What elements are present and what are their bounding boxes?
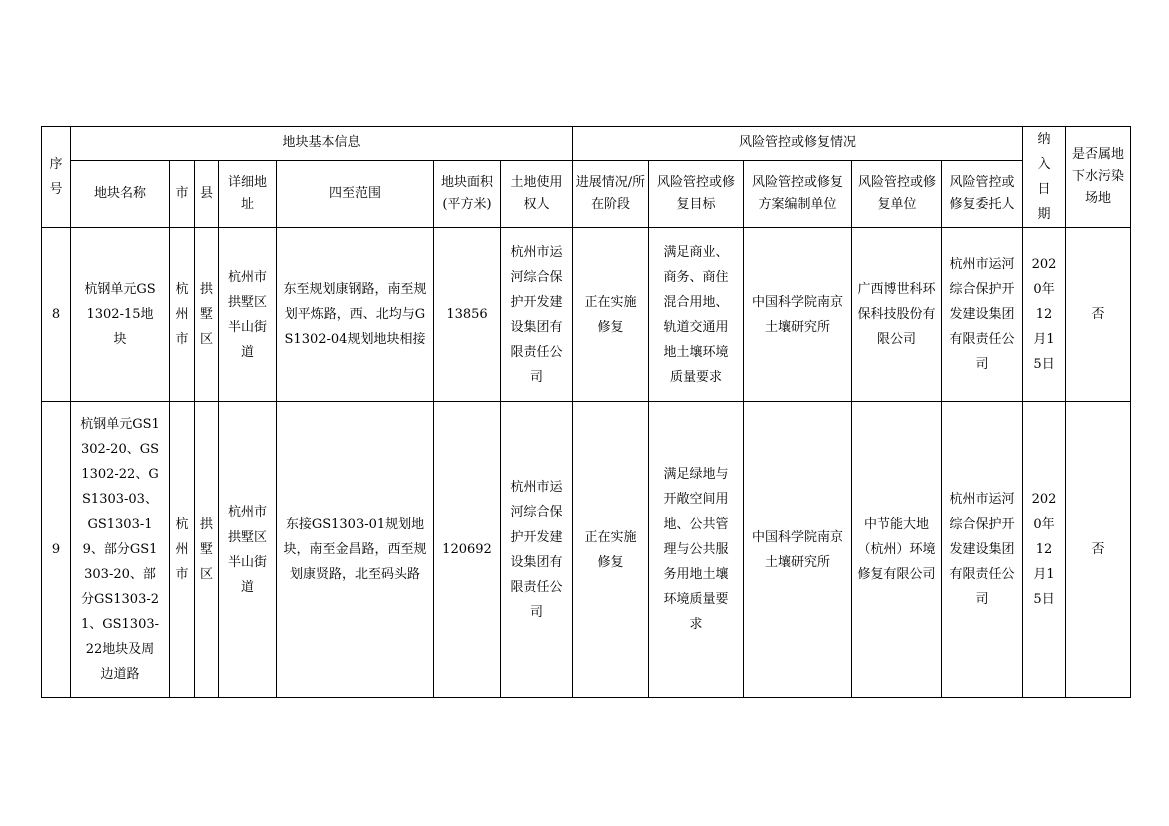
row-city: 杭州市 <box>170 228 195 402</box>
row-include-date: 2020年12月15日 <box>1023 228 1066 402</box>
row-target: 满足绿地与开敞空间用地、公共管理与公共服务用地土壤环境质量要求 <box>649 402 744 698</box>
header-seq: 序号 <box>42 127 71 228</box>
header-city: 市 <box>170 160 195 227</box>
table-row <box>42 402 1131 698</box>
row-owner: 杭州市运河综合保护开发建设集团有限责任公司 <box>501 228 573 402</box>
row-include-date: 2020年12月15日 <box>1023 402 1066 698</box>
row-planner: 中国科学院南京土壤研究所 <box>744 228 852 402</box>
row-seq: 9 <box>42 402 71 698</box>
row-client: 杭州市运河综合保护开发建设集团有限责任公司 <box>942 402 1023 698</box>
header-county: 县 <box>195 160 219 227</box>
header-row-group <box>42 127 1131 161</box>
header-client: 风险管控或修复委托人 <box>942 160 1023 227</box>
header-target: 风险管控或修复目标 <box>649 160 744 227</box>
row-address: 杭州市拱墅区半山街道 <box>219 402 277 698</box>
row-planner: 中国科学院南京土壤研究所 <box>744 402 852 698</box>
row-executor: 中节能大地（杭州）环境修复有限公司 <box>852 402 942 698</box>
row-progress: 正在实施修复 <box>573 402 649 698</box>
header-site-name: 地块名称 <box>71 160 170 227</box>
row-boundary: 东接GS1303-01规划地块，南至金昌路，西至规划康贤路，北至码头路 <box>277 402 434 698</box>
row-city: 杭州市 <box>170 402 195 698</box>
row-groundwater: 否 <box>1066 228 1131 402</box>
row-county: 拱墅区 <box>195 228 219 402</box>
row-boundary: 东至规划康钢路，南至规划平炼路，西、北均与GS1302-04规划地块相接 <box>277 228 434 402</box>
row-client: 杭州市运河综合保护开发建设集团有限责任公司 <box>942 228 1023 402</box>
table-row <box>42 228 1131 402</box>
row-site-name: 杭钢单元GS1302-15地块 <box>71 228 170 402</box>
header-group-basic-info: 地块基本信息 <box>71 127 573 161</box>
header-progress: 进展情况/所在阶段 <box>573 160 649 227</box>
header-boundary: 四至范围 <box>277 160 434 227</box>
header-executor: 风险管控或修复单位 <box>852 160 942 227</box>
row-area: 120692 <box>434 402 501 698</box>
header-groundwater: 是否属地下水污染场地 <box>1066 127 1131 228</box>
row-owner: 杭州市运河综合保护开发建设集团有限责任公司 <box>501 402 573 698</box>
header-row-columns <box>42 160 1131 227</box>
header-address: 详细地址 <box>219 160 277 227</box>
header-area: 地块面积(平方米) <box>434 160 501 227</box>
row-progress: 正在实施修复 <box>573 228 649 402</box>
row-seq: 8 <box>42 228 71 402</box>
row-area: 13856 <box>434 228 501 402</box>
row-groundwater: 否 <box>1066 402 1131 698</box>
row-executor: 广西博世科环保科技股份有限公司 <box>852 228 942 402</box>
header-owner: 土地使用权人 <box>501 160 573 227</box>
row-site-name: 杭钢单元GS1302-20、GS1302-22、GS1303-03、GS1303-19、部分GS1303-20、部分GS1303-21、GS1303-22地块及周边道路 <box>71 402 170 698</box>
row-target: 满足商业、商务、商住混合用地、轨道交通用地土壤环境质量要求 <box>649 228 744 402</box>
remediation-sites-table <box>41 126 1131 698</box>
row-county: 拱墅区 <box>195 402 219 698</box>
header-include-date: 纳入日期 <box>1023 127 1066 228</box>
header-group-risk-control: 风险管控或修复情况 <box>573 127 1023 161</box>
row-address: 杭州市拱墅区半山街道 <box>219 228 277 402</box>
header-planner: 风险管控或修复方案编制单位 <box>744 160 852 227</box>
